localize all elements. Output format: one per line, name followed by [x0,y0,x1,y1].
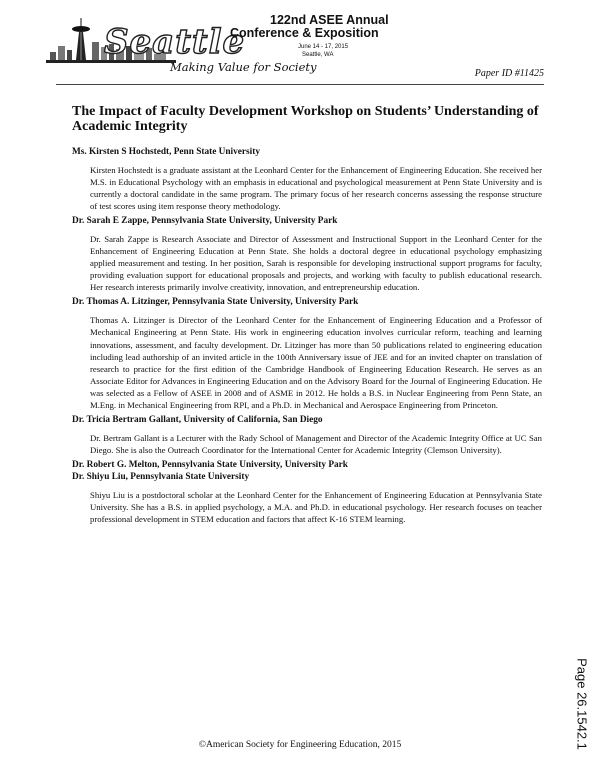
author-bio: Thomas A. Litzinger is Director of the Leonhard Center for the Enhancement of Engineering Education and a Professor of Mechanical Engineering at Penn State. His work in engineering education involves curricular reform, teaching and learning innovations, assessment, and faculty development. Dr. Litzinger has more than 50 publications related to engineering education including lead authorship of an invited article in the 100th Anniversary issue of JEE and for an invited chapter on translation of research to practice for the first edition of the Cambridge Handbook of Engineering Education Research. He serves as an Associate Editor for Advances in Engineering Education and on the Advisory Board for the Journal of Engineering Education. He was selected as a Fellow of ASEE in 2008 and of ASME in 2012. He holds a B.S. in Nuclear Engineering from Penn State, an M.Eng. in Mechanical Engineering from RPI, and a Ph.D. in Mechanical and Aerospace Engineering from Princeton. [90,315,542,410]
author-name: Dr. Tricia Bertram Gallant, University of California, San Diego [72,414,323,425]
paper-id: Paper ID #11425 [474,68,544,79]
conference-info [230,14,389,59]
page-number: Page 26.1542.1 [574,658,590,750]
author-bio: Dr. Sarah Zappe is Research Associate and Director of Assessment and Instructional Support in the Leonhard Center for the Enhancement of Engineering Education at Penn State. She holds a doctoral degree in educational psychology emphasizing applied measurement and testing. In her position, Sarah is responsible for developing instructional support programs for faculty, providing evaluation support for educational proposals and projects, and working with faculty to publish educational research. Her research interests primarily involve creativity, innovation, and entrepreneurship education. [90,234,542,293]
author-list [72,146,542,528]
conference-location: Seattle, WA [302,52,334,58]
paper-title: The Impact of Faculty Development Workshop on Students’ Understanding of Academic Integrity [72,104,539,134]
author-bio: Shiyu Liu is a postdoctoral scholar at the Leonhard Center for the Enhancement of Engineering Education at Pennsylvania State University. She has a B.S. in applied psychology, a M.A. and Ph.D. in educational psychology. Her research focuses on teacher professional development in STEM education and factors that affect K-16 STEM learning. [90,489,542,524]
author-bio: Dr. Bertram Gallant is a Lecturer with the Rady School of Management and Director of the Academic Integrity Office at UC San Diego. She is also the Outreach Coordinator for the International Center for Academic Integrity (Clemson University). [90,432,542,455]
conference-title-line1: 122nd ASEE Annual [270,13,389,27]
logo-script-text: Seattle [104,22,246,62]
header-divider [56,84,544,85]
author-name: Dr. Shiyu Liu, Pennsylvania State University [72,471,250,482]
copyright-footer: ©American Society for Engineering Education, 2015 [198,740,402,750]
author-name: Dr. Robert G. Melton, Pennsylvania State University, University Park [72,459,348,470]
conference-dates: June 14 - 17, 2015 [298,44,349,50]
author-name: Ms. Kirsten S Hochstedt, Penn State University [72,147,260,157]
author-name: Dr. Thomas A. Litzinger, Pennsylvania State University, University Park [72,297,359,308]
logo-tagline: Making Value for Society [170,60,317,74]
conference-title-line2: Conference & Exposition [230,26,379,40]
author-bio: Kirsten Hochstedt is a graduate assistant at the Leonhard Center for the Enhancement of Engineering Education. She received her M.S. in Educational Psychology with an emphasis in educational and psychological measurement at Penn State University and is currently a doctoral candidate in the same program. The primary focus of her research concerns assessing the response structure of test scores using item response theory methodology. [90,165,542,212]
author-name: Dr. Sarah E Zappe, Pennsylvania State University, University Park [72,216,338,227]
